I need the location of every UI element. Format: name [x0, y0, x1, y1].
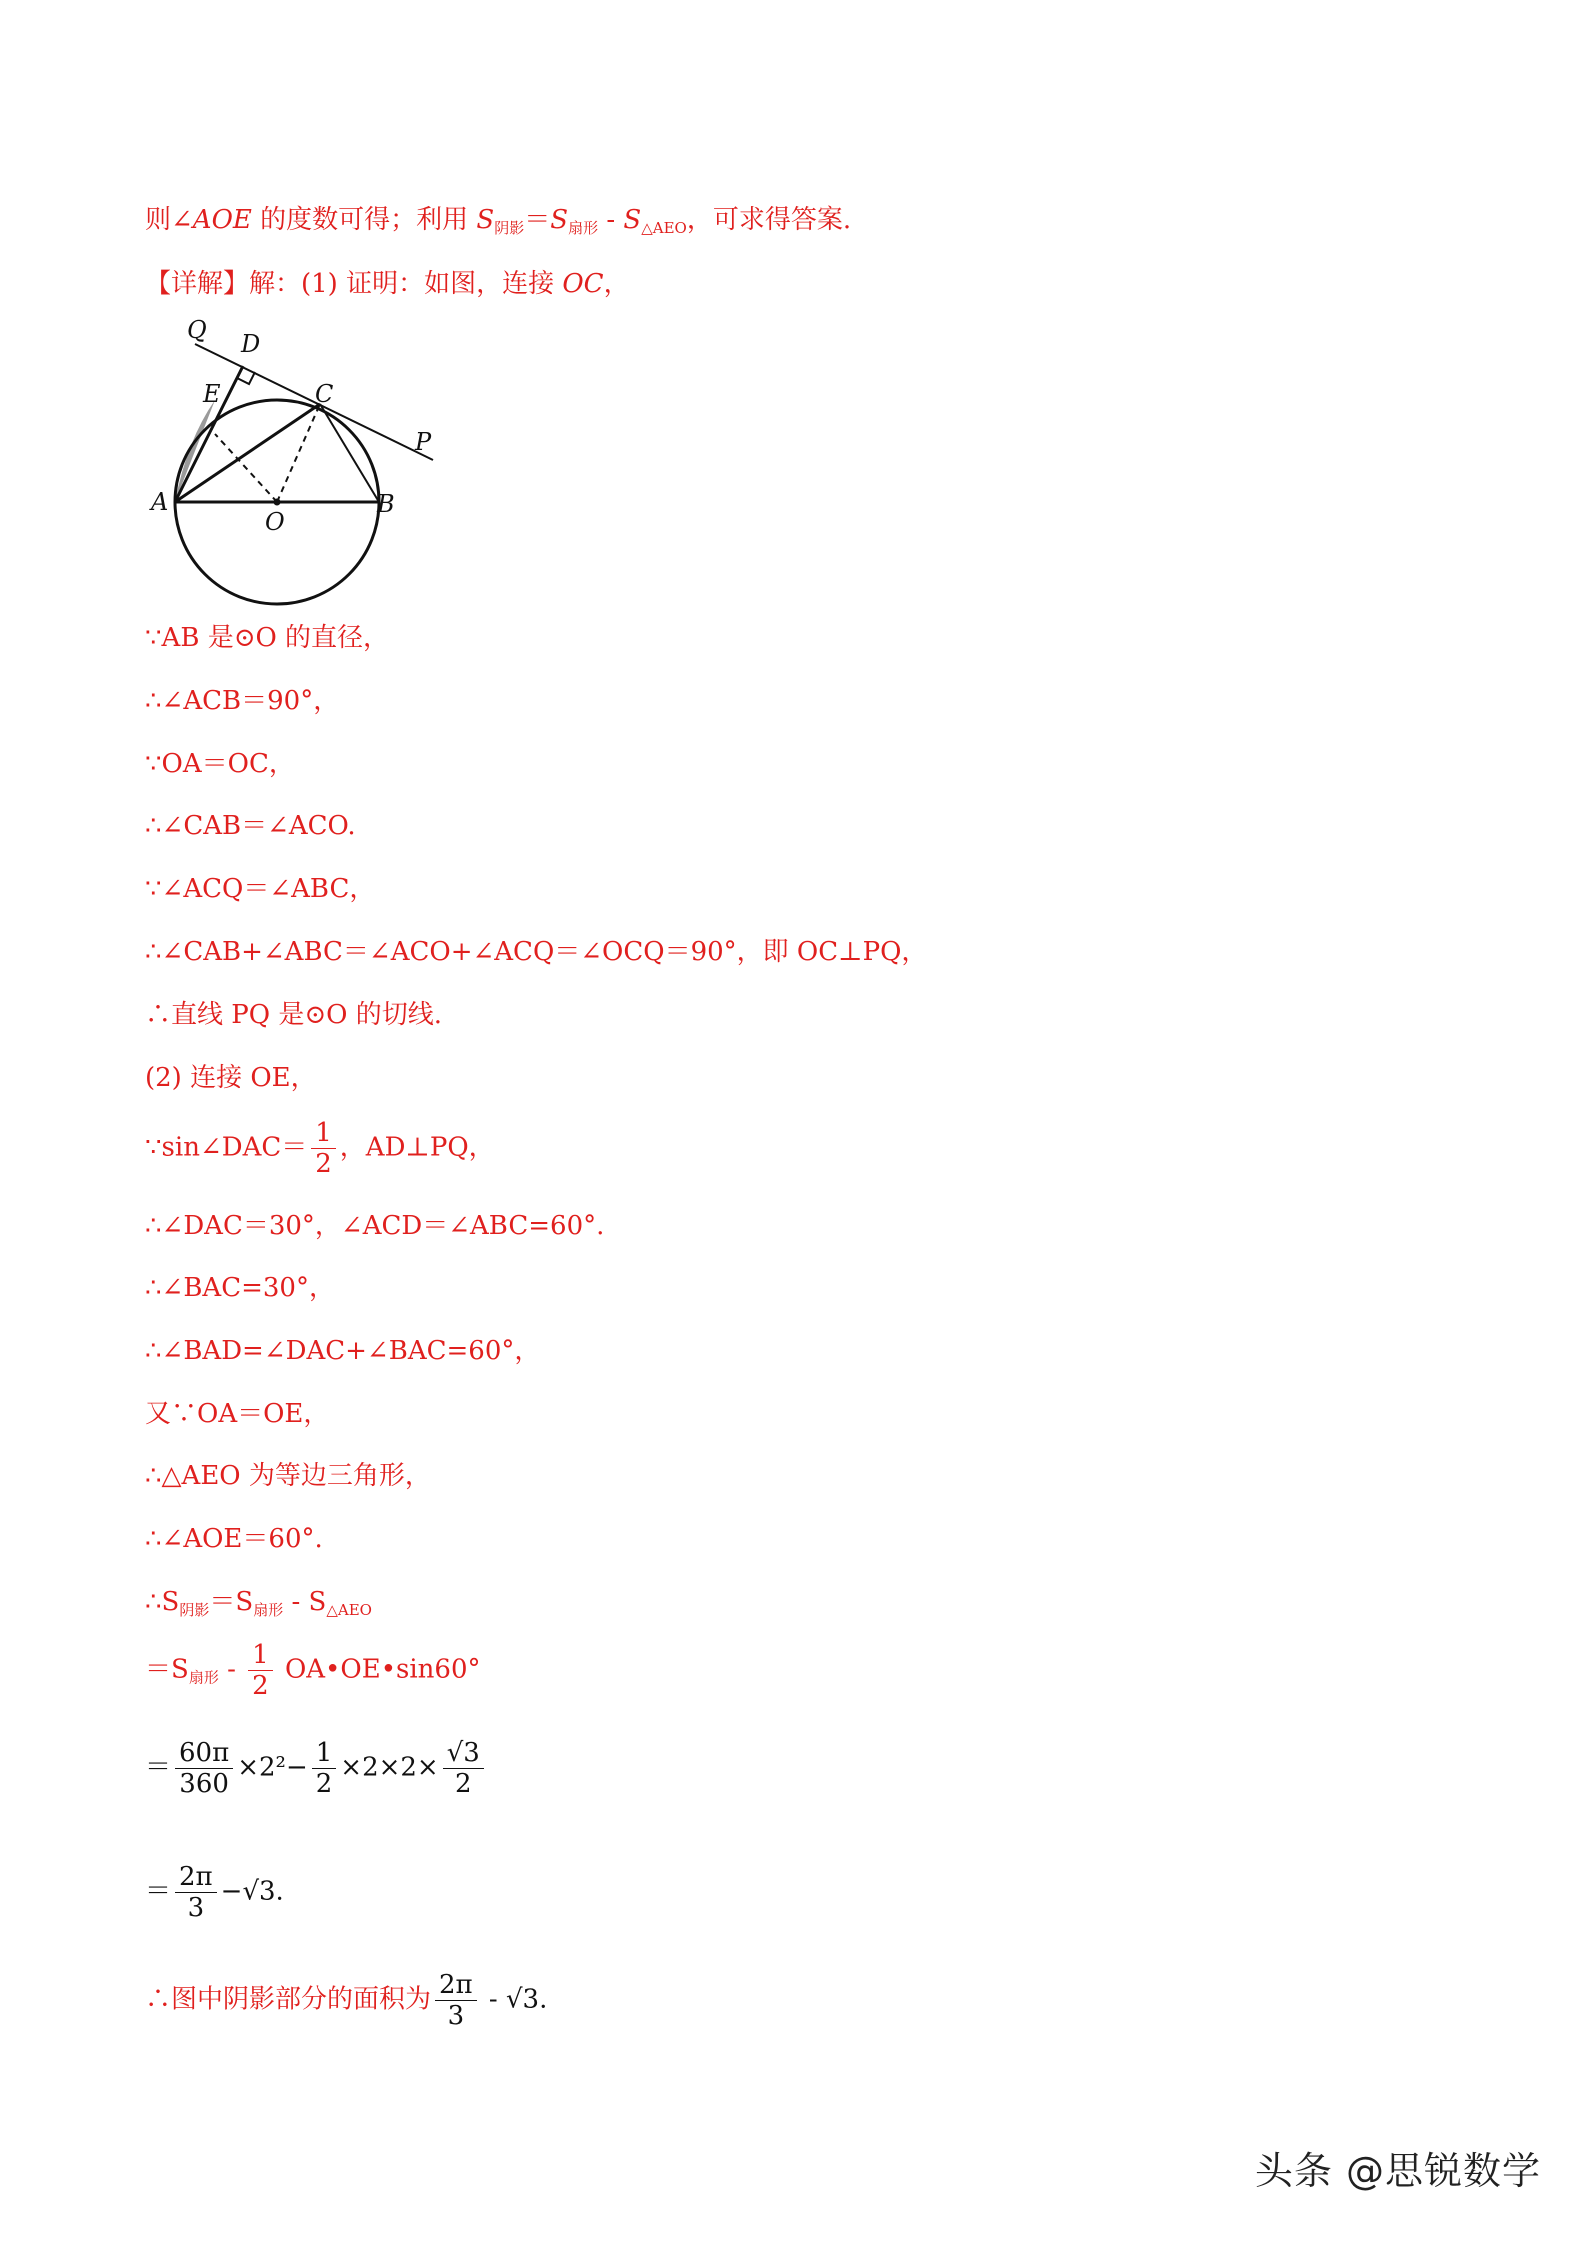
text-line-16: ∴△AEO 为等边三角形， — [145, 1461, 431, 1491]
text-line-10: (2) 连接 OE， — [145, 1063, 317, 1093]
text-line-17: ∴∠AOE＝60°. — [145, 1524, 323, 1554]
fraction: $\frac{√3}{2}$ — [443, 1738, 484, 1799]
text-line-20: ＝ $\frac{60\pi}{360}$ ×2²− $\frac{1}{2}$ ×2×2× $\frac{√3}{2}$ — [145, 1738, 488, 1799]
fraction: $\frac{1}{2}$ — [312, 1738, 337, 1799]
fraction: $\frac{1}{2}$ — [248, 1640, 273, 1701]
watermark: 头条 @思锐数学 — [1254, 2149, 1541, 2193]
text-line-1: 则∠AOE 的度数可得；利用 $S_{阴影}=S_{扇形} - S_{\triangle AEO}$，可求得答案. — [145, 205, 852, 237]
label-c: C — [315, 380, 334, 408]
text-line-9: ∴直线 PQ 是⊙O 的切线. — [145, 1000, 442, 1030]
text-line-2: 【详解】解：(1) 证明：如图，连接 OC， — [145, 269, 630, 299]
label-b: B — [377, 490, 395, 518]
fraction: $\frac{2\pi}{3}$ — [175, 1862, 217, 1923]
text-line-19: $=S_{扇形}$ - $\frac{1}{2}$ OA•OE•sin60° — [145, 1640, 481, 1701]
point-o — [274, 499, 281, 506]
text-line-5: ∵OA＝OC， — [145, 749, 295, 779]
label-o: O — [265, 508, 285, 536]
label-p: P — [415, 428, 432, 456]
text-line-12: ∴∠DAC＝30°，∠ACD＝∠ABC=60°. — [145, 1211, 605, 1241]
text-line-3: ∵AB 是⊙O 的直径， — [145, 623, 390, 653]
text-line-13: ∴∠BAC=30°， — [145, 1273, 335, 1303]
fraction: $\frac{2\pi}{3}$ — [435, 1970, 477, 2031]
text-line-8: ∴∠CAB+∠ABC＝∠ACO+∠ACQ＝∠OCQ＝90°，即 OC⊥PQ， — [145, 937, 928, 967]
label-e: E — [203, 380, 221, 408]
fraction: $\frac{1}{2}$ — [311, 1118, 336, 1179]
text-line-6: ∴∠CAB＝∠ACO. — [145, 811, 356, 841]
segment-ac — [175, 404, 320, 502]
label-a: A — [151, 488, 169, 516]
text-line-4: ∴∠ACB＝90°， — [145, 686, 340, 716]
label-d: D — [241, 330, 261, 358]
text-line-18: $\therefore S_{阴影}=S_{扇形} - S_{\triangle AEO}$ — [145, 1587, 372, 1619]
text-line-15: 又∵OA＝OE， — [145, 1399, 330, 1429]
text-line-22: ∴图中阴影部分的面积为 $\frac{2\pi}{3}$ - √3. — [145, 1970, 548, 2031]
geometry-figure — [145, 310, 455, 610]
text-line-7: ∵∠ACQ＝∠ABC， — [145, 874, 376, 904]
text-line-14: ∴∠BAD=∠DAC+∠BAC=60°， — [145, 1336, 541, 1366]
text-line-21: ＝ $\frac{2\pi}{3}$ −√3. — [145, 1862, 284, 1923]
label-q: Q — [187, 316, 207, 344]
tangent-line-pq — [195, 344, 433, 460]
text-line-11: ∵sin∠DAC＝ $\frac{1}{2}$ ，AD⊥PQ， — [145, 1118, 495, 1179]
fraction: $\frac{60\pi}{360}$ — [175, 1738, 233, 1799]
